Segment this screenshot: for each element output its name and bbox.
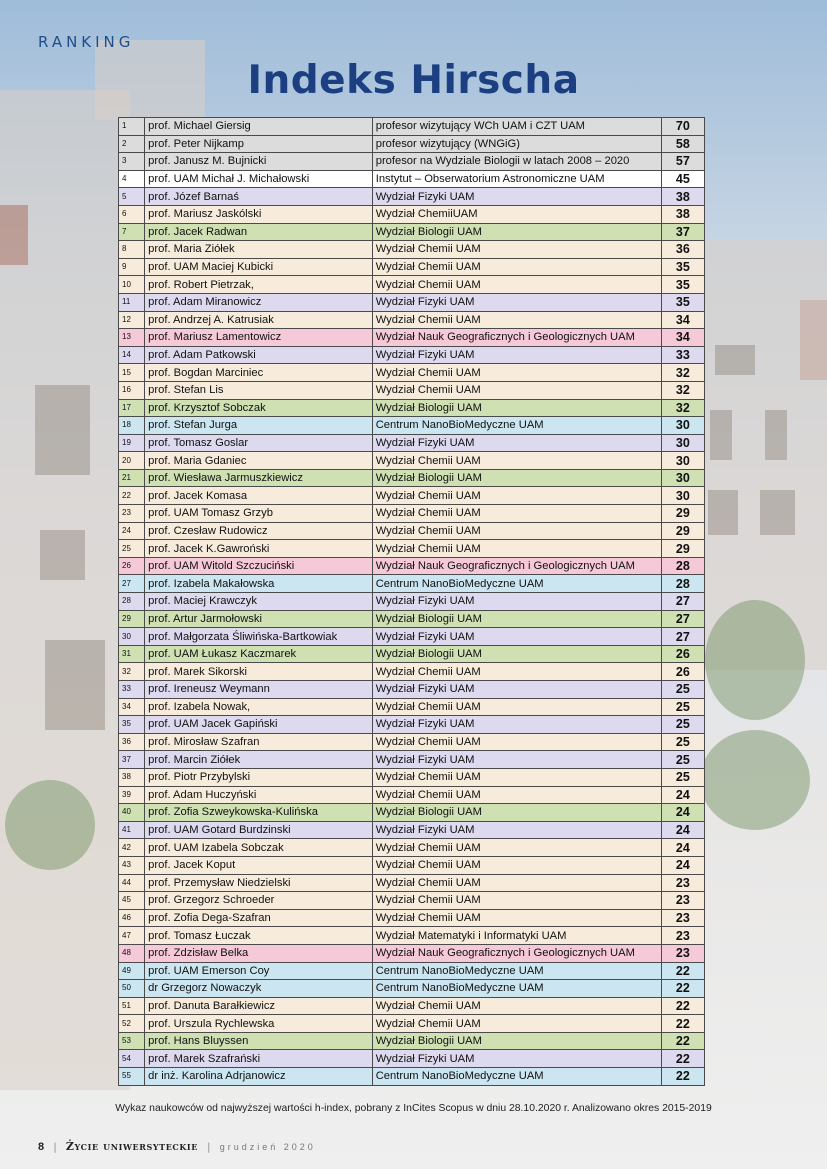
table-row — [119, 381, 705, 399]
table-row — [119, 311, 705, 329]
scientist-name: prof. Zofia Dega-Szafran — [145, 909, 373, 927]
unit-name: Wydział Fizyki UAM — [372, 434, 661, 452]
h-index-value: 22 — [661, 1068, 704, 1086]
rank-number: 41 — [119, 821, 145, 839]
table-row — [119, 153, 705, 171]
unit-name: Wydział Fizyki UAM — [372, 346, 661, 364]
scientist-name: prof. Artur Jarmołowski — [145, 610, 373, 628]
rank-number: 50 — [119, 980, 145, 998]
h-index-value: 23 — [661, 874, 704, 892]
rank-number: 24 — [119, 522, 145, 540]
issue-date: grudzień 2020 — [219, 1142, 316, 1152]
magazine-name: Życie uniwersyteckie — [65, 1140, 198, 1153]
h-index-value: 29 — [661, 505, 704, 523]
unit-name: Wydział Chemii UAM — [372, 487, 661, 505]
rank-number: 11 — [119, 293, 145, 311]
rank-number: 20 — [119, 452, 145, 470]
h-index-value: 30 — [661, 417, 704, 435]
table-row — [119, 821, 705, 839]
unit-name: Wydział Fizyki UAM — [372, 1050, 661, 1068]
unit-name: Wydział Fizyki UAM — [372, 716, 661, 734]
table-row — [119, 188, 705, 206]
unit-name: Centrum NanoBioMedyczne UAM — [372, 962, 661, 980]
unit-name: Centrum NanoBioMedyczne UAM — [372, 1068, 661, 1086]
scientist-name: prof. Zofia Szweykowska-Kulińska — [145, 804, 373, 822]
h-index-value: 23 — [661, 892, 704, 910]
table-row — [119, 909, 705, 927]
h-index-value: 26 — [661, 663, 704, 681]
scientist-name: prof. UAM Witold Szczuciński — [145, 557, 373, 575]
scientist-name: prof. Przemysław Niedzielski — [145, 874, 373, 892]
rank-number: 3 — [119, 153, 145, 171]
ranking-table-body — [119, 118, 705, 1086]
h-index-value: 22 — [661, 1050, 704, 1068]
h-index-value: 25 — [661, 716, 704, 734]
scientist-name: prof. Jacek Radwan — [145, 223, 373, 241]
rank-number: 13 — [119, 329, 145, 347]
h-index-value: 57 — [661, 153, 704, 171]
rank-number: 21 — [119, 469, 145, 487]
unit-name: Wydział Fizyki UAM — [372, 821, 661, 839]
table-row — [119, 628, 705, 646]
h-index-value: 25 — [661, 733, 704, 751]
table-row — [119, 417, 705, 435]
scientist-name: prof. Peter Nijkamp — [145, 135, 373, 153]
rank-number: 33 — [119, 681, 145, 699]
unit-name: Wydział Chemii UAM — [372, 856, 661, 874]
rank-number: 53 — [119, 1032, 145, 1050]
h-index-value: 34 — [661, 329, 704, 347]
h-index-value: 25 — [661, 768, 704, 786]
h-index-value: 26 — [661, 645, 704, 663]
unit-name: Wydział Chemii UAM — [372, 276, 661, 294]
rank-number: 36 — [119, 733, 145, 751]
unit-name: Wydział Chemii UAM — [372, 733, 661, 751]
rank-number: 19 — [119, 434, 145, 452]
h-index-value: 38 — [661, 205, 704, 223]
page-footer — [38, 1140, 316, 1153]
unit-name: Wydział Chemii UAM — [372, 505, 661, 523]
unit-name: Wydział Fizyki UAM — [372, 188, 661, 206]
unit-name: Centrum NanoBioMedyczne UAM — [372, 980, 661, 998]
unit-name: profesor na Wydziale Biologii w latach 2008 – 2020 — [372, 153, 661, 171]
table-row — [119, 944, 705, 962]
unit-name: Wydział Nauk Geograficznych i Geologicznych UAM — [372, 557, 661, 575]
rank-number: 27 — [119, 575, 145, 593]
unit-name: Wydział Biologii UAM — [372, 1032, 661, 1050]
table-row — [119, 698, 705, 716]
scientist-name: prof. Bogdan Marciniec — [145, 364, 373, 382]
scientist-name: prof. Robert Pietrzak, — [145, 276, 373, 294]
h-index-value: 22 — [661, 997, 704, 1015]
table-row — [119, 399, 705, 417]
scientist-name: prof. Adam Miranowicz — [145, 293, 373, 311]
scientist-name: prof. UAM Izabela Sobczak — [145, 839, 373, 857]
table-row — [119, 522, 705, 540]
scientist-name: prof. UAM Maciej Kubicki — [145, 258, 373, 276]
rank-number: 15 — [119, 364, 145, 382]
scientist-name: prof. Czesław Rudowicz — [145, 522, 373, 540]
table-row — [119, 663, 705, 681]
table-row — [119, 681, 705, 699]
scientist-name: prof. Maciej Krawczyk — [145, 593, 373, 611]
table-row — [119, 1068, 705, 1086]
unit-name: Wydział Fizyki UAM — [372, 593, 661, 611]
scientist-name: prof. UAM Gotard Burdzinski — [145, 821, 373, 839]
scientist-name: prof. Józef Barnaś — [145, 188, 373, 206]
unit-name: Wydział Biologii UAM — [372, 399, 661, 417]
scientist-name: prof. Marek Szafrański — [145, 1050, 373, 1068]
h-index-value: 30 — [661, 469, 704, 487]
table-row — [119, 364, 705, 382]
h-index-value: 27 — [661, 628, 704, 646]
unit-name: Wydział Nauk Geograficznych i Geologicznych UAM — [372, 944, 661, 962]
unit-name: Wydział Chemii UAM — [372, 452, 661, 470]
h-index-value: 22 — [661, 980, 704, 998]
scientist-name: prof. Izabela Nowak, — [145, 698, 373, 716]
rank-number: 43 — [119, 856, 145, 874]
rank-number: 48 — [119, 944, 145, 962]
unit-name: profesor wizytujący WCh UAM i CZT UAM — [372, 118, 661, 136]
scientist-name: prof. Hans Bluyssen — [145, 1032, 373, 1050]
scientist-name: prof. Stefan Jurga — [145, 417, 373, 435]
table-row — [119, 856, 705, 874]
table-row — [119, 170, 705, 188]
h-index-value: 58 — [661, 135, 704, 153]
unit-name: Wydział Matematyki i Informatyki UAM — [372, 927, 661, 945]
h-index-value: 32 — [661, 381, 704, 399]
h-index-value: 34 — [661, 311, 704, 329]
table-row — [119, 487, 705, 505]
h-index-value: 23 — [661, 909, 704, 927]
table-row — [119, 276, 705, 294]
scientist-name: prof. Izabela Makałowska — [145, 575, 373, 593]
table-row — [119, 716, 705, 734]
rank-number: 46 — [119, 909, 145, 927]
scientist-name: prof. Adam Patkowski — [145, 346, 373, 364]
rank-number: 44 — [119, 874, 145, 892]
table-row — [119, 575, 705, 593]
unit-name: Wydział Chemii UAM — [372, 311, 661, 329]
rank-number: 45 — [119, 892, 145, 910]
unit-name: Wydział Chemii UAM — [372, 892, 661, 910]
scientist-name: prof. Michael Giersig — [145, 118, 373, 136]
unit-name: Wydział Biologii UAM — [372, 469, 661, 487]
scientist-name: prof. Andrzej A. Katrusiak — [145, 311, 373, 329]
h-index-value: 23 — [661, 927, 704, 945]
unit-name: Instytut – Obserwatorium Astronomiczne UAM — [372, 170, 661, 188]
rank-number: 31 — [119, 645, 145, 663]
table-row — [119, 346, 705, 364]
unit-name: Wydział Chemii UAM — [372, 522, 661, 540]
h-index-value: 25 — [661, 698, 704, 716]
unit-name: Wydział Chemii UAM — [372, 997, 661, 1015]
rank-number: 25 — [119, 540, 145, 558]
rank-number: 29 — [119, 610, 145, 628]
unit-name: Wydział Chemii UAM — [372, 874, 661, 892]
scientist-name: prof. UAM Emerson Coy — [145, 962, 373, 980]
table-row — [119, 1015, 705, 1033]
rank-number: 1 — [119, 118, 145, 136]
table-row — [119, 329, 705, 347]
table-row — [119, 205, 705, 223]
table-row — [119, 610, 705, 628]
table-row — [119, 1050, 705, 1068]
page-title: Indeks Hirscha — [247, 58, 580, 103]
rank-number: 28 — [119, 593, 145, 611]
scientist-name: prof. Wiesława Jarmuszkiewicz — [145, 469, 373, 487]
scientist-name: dr Grzegorz Nowaczyk — [145, 980, 373, 998]
h-index-value: 37 — [661, 223, 704, 241]
rank-number: 16 — [119, 381, 145, 399]
unit-name: Centrum NanoBioMedyczne UAM — [372, 575, 661, 593]
h-index-value: 38 — [661, 188, 704, 206]
footer-separator: | — [53, 1142, 57, 1153]
h-index-value: 24 — [661, 839, 704, 857]
rank-number: 49 — [119, 962, 145, 980]
scientist-name: prof. UAM Tomasz Grzyb — [145, 505, 373, 523]
h-index-value: 35 — [661, 258, 704, 276]
rank-number: 32 — [119, 663, 145, 681]
scientist-name: prof. Małgorzata Śliwińska-Bartkowiak — [145, 628, 373, 646]
unit-name: Wydział Chemii UAM — [372, 768, 661, 786]
rank-number: 9 — [119, 258, 145, 276]
h-index-value: 22 — [661, 1015, 704, 1033]
scientist-name: prof. Jacek Komasa — [145, 487, 373, 505]
scientist-name: prof. Janusz M. Bujnicki — [145, 153, 373, 171]
table-row — [119, 258, 705, 276]
page-number: 8 — [38, 1141, 45, 1153]
rank-number: 4 — [119, 170, 145, 188]
table-row — [119, 786, 705, 804]
rank-number: 30 — [119, 628, 145, 646]
table-row — [119, 874, 705, 892]
table-row — [119, 1032, 705, 1050]
table-row — [119, 557, 705, 575]
unit-name: Wydział Chemii UAM — [372, 786, 661, 804]
h-index-value: 22 — [661, 962, 704, 980]
table-row — [119, 997, 705, 1015]
table-row — [119, 118, 705, 136]
rank-number: 42 — [119, 839, 145, 857]
h-index-value: 24 — [661, 856, 704, 874]
unit-name: Wydział Biologii UAM — [372, 804, 661, 822]
rank-number: 52 — [119, 1015, 145, 1033]
scientist-name: prof. Krzysztof Sobczak — [145, 399, 373, 417]
h-index-value: 33 — [661, 346, 704, 364]
h-index-value: 27 — [661, 593, 704, 611]
rank-number: 55 — [119, 1068, 145, 1086]
rank-number: 8 — [119, 241, 145, 259]
h-index-value: 36 — [661, 241, 704, 259]
scientist-name: prof. Grzegorz Schroeder — [145, 892, 373, 910]
unit-name: Wydział Chemii UAM — [372, 839, 661, 857]
scientist-name: prof. Danuta Barałkiewicz — [145, 997, 373, 1015]
table-row — [119, 293, 705, 311]
h-index-value: 32 — [661, 364, 704, 382]
table-row — [119, 645, 705, 663]
rank-number: 18 — [119, 417, 145, 435]
scientist-name: prof. Adam Huczyński — [145, 786, 373, 804]
table-row — [119, 768, 705, 786]
unit-name: Centrum NanoBioMedyczne UAM — [372, 417, 661, 435]
h-index-value: 25 — [661, 681, 704, 699]
table-row — [119, 839, 705, 857]
scientist-name: prof. Maria Ziółek — [145, 241, 373, 259]
scientist-name: prof. Stefan Lis — [145, 381, 373, 399]
h-index-value: 30 — [661, 487, 704, 505]
rank-number: 10 — [119, 276, 145, 294]
scientist-name: prof. UAM Jacek Gapiński — [145, 716, 373, 734]
rank-number: 17 — [119, 399, 145, 417]
rank-number: 26 — [119, 557, 145, 575]
rank-number: 35 — [119, 716, 145, 734]
scientist-name: prof. Tomasz Łuczak — [145, 927, 373, 945]
scientist-name: prof. Maria Gdaniec — [145, 452, 373, 470]
rank-number: 12 — [119, 311, 145, 329]
table-row — [119, 223, 705, 241]
scientist-name: prof. Zdzisław Belka — [145, 944, 373, 962]
rank-number: 14 — [119, 346, 145, 364]
rank-number: 47 — [119, 927, 145, 945]
h-index-value: 29 — [661, 522, 704, 540]
scientist-name: prof. Piotr Przybylski — [145, 768, 373, 786]
unit-name: Wydział Fizyki UAM — [372, 681, 661, 699]
h-index-value: 35 — [661, 276, 704, 294]
rank-number: 37 — [119, 751, 145, 769]
scientist-name: prof. UAM Michał J. Michałowski — [145, 170, 373, 188]
h-index-value: 45 — [661, 170, 704, 188]
unit-name: Wydział Chemii UAM — [372, 698, 661, 716]
unit-name: Wydział Biologii UAM — [372, 645, 661, 663]
table-row — [119, 593, 705, 611]
table-row — [119, 804, 705, 822]
h-index-value: 28 — [661, 557, 704, 575]
unit-name: Wydział Fizyki UAM — [372, 628, 661, 646]
table-row — [119, 927, 705, 945]
h-index-value: 22 — [661, 1032, 704, 1050]
unit-name: Wydział Chemii UAM — [372, 364, 661, 382]
scientist-name: prof. Tomasz Goslar — [145, 434, 373, 452]
scientist-name: prof. Urszula Rychlewska — [145, 1015, 373, 1033]
footer-separator-2: | — [207, 1142, 211, 1153]
h-index-value: 28 — [661, 575, 704, 593]
rank-number: 2 — [119, 135, 145, 153]
unit-name: Wydział Fizyki UAM — [372, 293, 661, 311]
section-label: RANKING — [38, 33, 135, 51]
h-index-value: 30 — [661, 452, 704, 470]
scientist-name: prof. UAM Łukasz Kaczmarek — [145, 645, 373, 663]
unit-name: Wydział Chemii UAM — [372, 909, 661, 927]
h-index-value: 70 — [661, 118, 704, 136]
scientist-name: prof. Marcin Ziółek — [145, 751, 373, 769]
rank-number: 7 — [119, 223, 145, 241]
unit-name: Wydział Chemii UAM — [372, 258, 661, 276]
h-index-value: 24 — [661, 786, 704, 804]
scientist-name: prof. Jacek Koput — [145, 856, 373, 874]
table-row — [119, 469, 705, 487]
unit-name: Wydział Chemii UAM — [372, 241, 661, 259]
unit-name: profesor wizytujący (WNGiG) — [372, 135, 661, 153]
table-row — [119, 540, 705, 558]
rank-number: 54 — [119, 1050, 145, 1068]
scientist-name: dr inż. Karolina Adrjanowicz — [145, 1068, 373, 1086]
table-row — [119, 892, 705, 910]
scientist-name: prof. Ireneusz Weymann — [145, 681, 373, 699]
h-index-value: 24 — [661, 804, 704, 822]
rank-number: 39 — [119, 786, 145, 804]
scientist-name: prof. Marek Sikorski — [145, 663, 373, 681]
unit-name: Wydział Chemii UAM — [372, 381, 661, 399]
h-index-value: 29 — [661, 540, 704, 558]
rank-number: 22 — [119, 487, 145, 505]
unit-name: Wydział Chemii UAM — [372, 1015, 661, 1033]
table-footnote: Wykaz naukowców od najwyższej wartości h-index, pobrany z InCites Scopus w dniu 28.10.2020 r. Analizowano okres 2015-2019 — [115, 1103, 712, 1114]
rank-number: 34 — [119, 698, 145, 716]
scientist-name: prof. Jacek K.Gawroński — [145, 540, 373, 558]
table-row — [119, 733, 705, 751]
h-index-value: 25 — [661, 751, 704, 769]
h-index-value: 35 — [661, 293, 704, 311]
rank-number: 23 — [119, 505, 145, 523]
unit-name: Wydział Chemii UAM — [372, 663, 661, 681]
unit-name: Wydział Biologii UAM — [372, 223, 661, 241]
unit-name: Wydział Chemii UAM — [372, 540, 661, 558]
table-row — [119, 980, 705, 998]
unit-name: Wydział Biologii UAM — [372, 610, 661, 628]
table-row — [119, 505, 705, 523]
rank-number: 51 — [119, 997, 145, 1015]
rank-number: 40 — [119, 804, 145, 822]
h-index-value: 27 — [661, 610, 704, 628]
rank-number: 5 — [119, 188, 145, 206]
unit-name: Wydział Fizyki UAM — [372, 751, 661, 769]
table-row — [119, 452, 705, 470]
unit-name: Wydział Nauk Geograficznych i Geologicznych UAM — [372, 329, 661, 347]
rank-number: 6 — [119, 205, 145, 223]
table-row — [119, 241, 705, 259]
h-index-value: 30 — [661, 434, 704, 452]
ranking-table — [118, 117, 705, 1086]
table-row — [119, 751, 705, 769]
table-row — [119, 962, 705, 980]
h-index-value: 32 — [661, 399, 704, 417]
scientist-name: prof. Mirosław Szafran — [145, 733, 373, 751]
h-index-value: 24 — [661, 821, 704, 839]
rank-number: 38 — [119, 768, 145, 786]
scientist-name: prof. Mariusz Lamentowicz — [145, 329, 373, 347]
table-row — [119, 434, 705, 452]
unit-name: Wydział ChemiiUAM — [372, 205, 661, 223]
table-row — [119, 135, 705, 153]
scientist-name: prof. Mariusz Jaskólski — [145, 205, 373, 223]
h-index-value: 23 — [661, 944, 704, 962]
